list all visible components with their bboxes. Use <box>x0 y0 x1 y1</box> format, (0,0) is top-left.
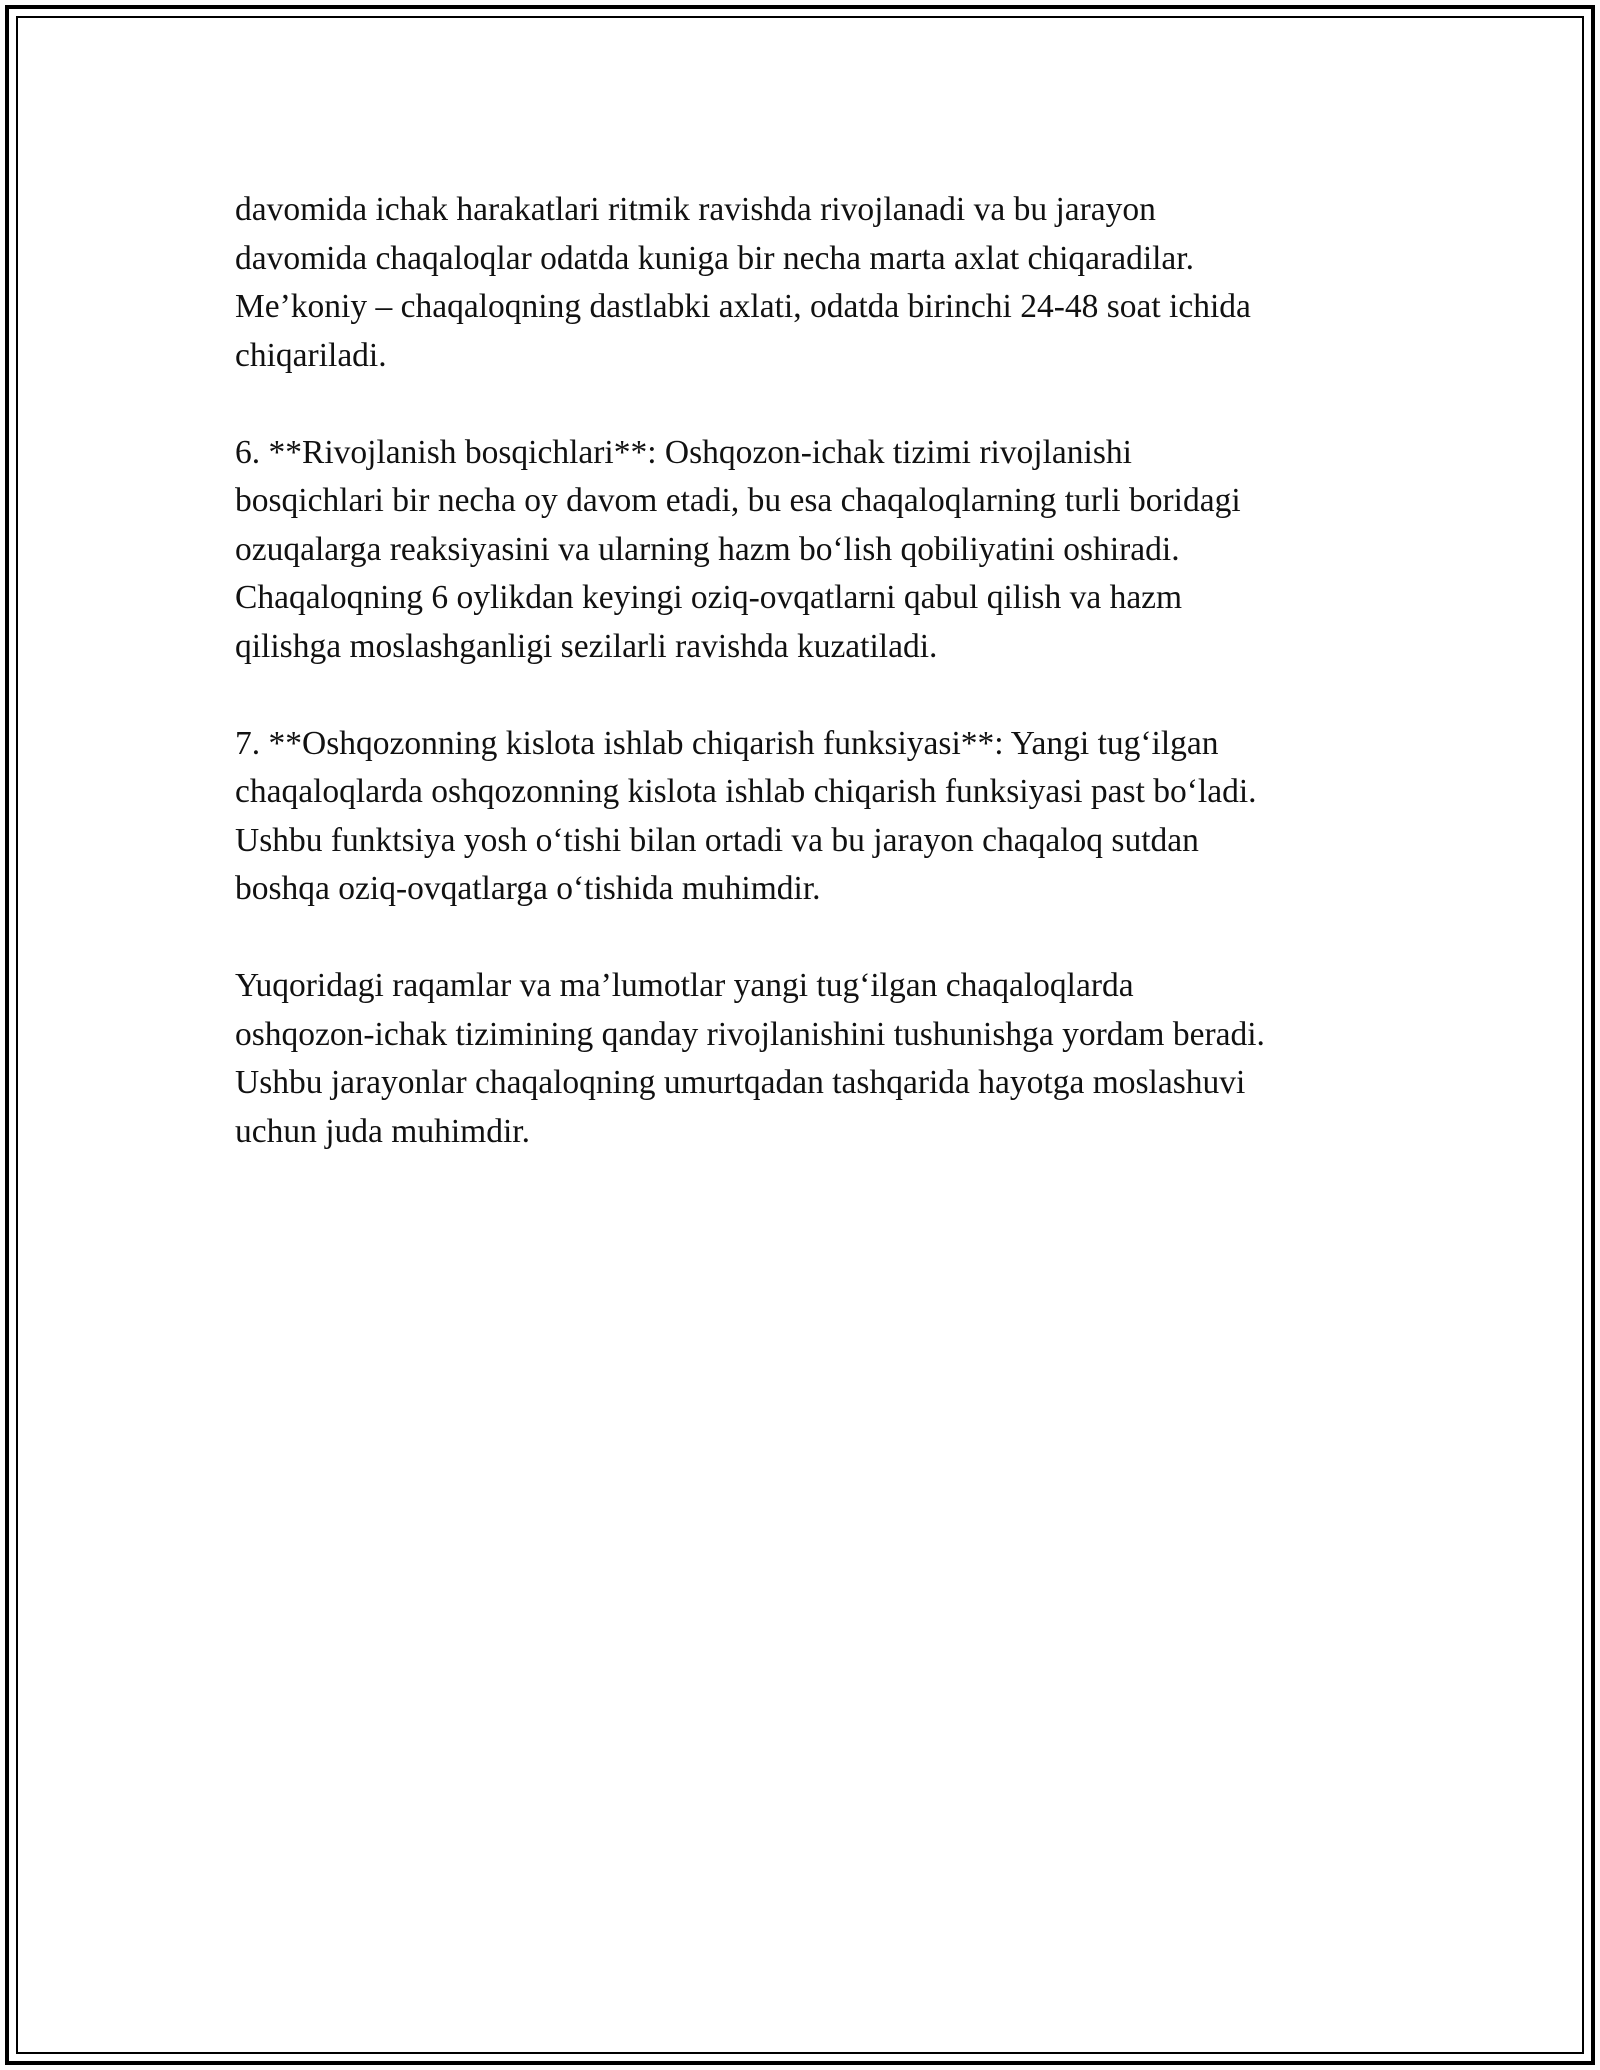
paragraph-item-7: 7. **Oshqozonning kislota ishlab chiqarish funksiyasi**: Yangi tug‘ilgan chaqaloqlarda oshqozonning kislota ishlab chiqarish funksiyasi past bo‘ladi. Ushbu funktsiya yosh o‘tishi bilan ortadi va bu jarayon chaqaloq sutdan boshqa oziq-ovqatlarga o‘tishida muhimdir. <box>235 724 1257 907</box>
paragraph-intro-continuation: davomida ichak harakatlari ritmik ravishda rivojlanadi va bu jarayon davomida chaqaloqlar odatda kuniga bir necha marta axlat chiqaradilar. Me’koniy – chaqaloqning dastlabki axlati, odatda birinchi 24-48 soat ichida chiqariladi. <box>235 191 1251 374</box>
paragraph-item-6: 6. **Rivojlanish bosqichlari**: Oshqozon-ichak tizimi rivojlanishi bosqichlari bir necha oy davom etadi, bu esa chaqaloqlarning turli boridagi ozuqalarga reaksiyasini va ularning hazm bo‘lish qobiliyatini oshiradi. Chaqaloqning 6 oylikdan keyingi oziq-ovqatlarni qabul qilish va hazm qilishga moslashganligi sezilarli ravishda kuzatiladi. <box>235 433 1241 665</box>
paragraph-conclusion: Yuqoridagi raqamlar va ma’lumotlar yangi tug‘ilgan chaqaloqlarda oshqozon-ichak tizimining qanday rivojlanishini tushunishga yordam beradi. Ushbu jarayonlar chaqaloqning umurtqadan tashqarida hayotga moslashuvi uchun juda muhimdir. <box>235 967 1265 1150</box>
document-body <box>235 186 1405 1205</box>
